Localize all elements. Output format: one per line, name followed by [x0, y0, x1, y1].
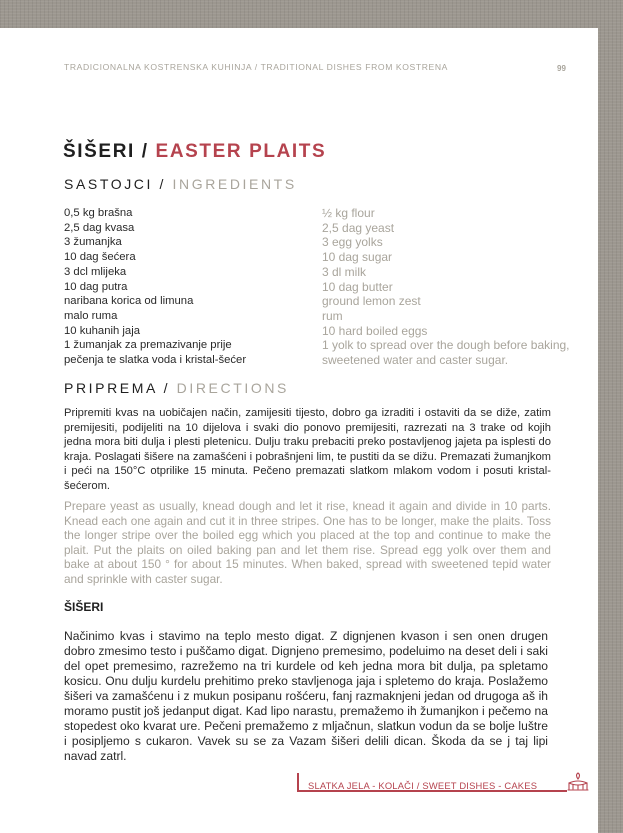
ingredient-item-en: 3 egg yolks — [322, 235, 383, 250]
dialect-text: Načinimo kvas i stavimo na teplo mesto digat. Z dignjenen kvason i sen onen drugen dobro zmesimo testo i puščamo digat. Dignjeno premesimo, podeluimo na deset deli i saki del opet premesimo, razrežemo na tri kurdele od keh jedna mora bit dulja, pa spletamo kosicu. Onu dulju kurdelu prehitimo preko stavljenoga jaja i spletemo do kraja. Poslažemo šišeri va zamašćenu i z mukun posipanu rošćeru, fanj razmaknjeni jedan od drugoga aš ih moramo pustit još jedanput digat. Kad lipo narastu, premažemo ih žumanjkon i pečemo na stopedest oko kvarat ure. Pečeni premažemo z mljačnun, slatkun vodun da se bolje luštre i posipljemo s cukaron. Vavek su se za Vazam šišeri delili dican. Škoda da se j taj lipi navad zatrl. — [64, 629, 548, 763]
directions-text-hr: Pripremiti kvas na uobičajen način, zamijesiti tijesto, dobro ga izraditi i ostaviti da se diže, zatim premijesiti, podijeliti na 10 dijelova i svaki dio ponovo premijesiti, razrezati na 3 trake od kojih jedna mora biti dulja i plesti pletenicu. Dulju traku prebaciti preko postavljenog jajeta pa isplesti do kraja. Poslagati šišere na zamašćeni i pobrašnjeni lim, te pustiti da se dižu. Premazati žumanjkom i peći na 150°C otprilike 15 minuta. Pečeno premazati slatkom mlakom vodom i posuti kristal-šećerom. — [64, 407, 551, 492]
ingredient-item-en: 10 hard boiled eggs — [322, 323, 428, 338]
ingredient-item-hr: malo ruma — [64, 309, 118, 322]
ingredients-list-hr — [64, 206, 246, 368]
ingredient-item-en: ½ kg flour — [322, 206, 375, 220]
ingredient-item-hr: 10 dag putra — [64, 280, 128, 293]
ingredient-item-en: 3 dl milk — [322, 264, 367, 279]
directions-heading-separator: / — [157, 380, 177, 396]
ingredient-item-en: ground lemon zest — [322, 294, 421, 309]
ingredient-item-en: 1 yolk to spread over the dough before baking, — [322, 338, 570, 353]
ingredients-list-en — [322, 206, 570, 368]
recipe-title-en: EASTER PLAITS — [155, 141, 327, 162]
recipe-title-hr: ŠIŠERI — [63, 141, 135, 162]
ingredient-item-hr: 0,5 kg brašna — [64, 207, 133, 219]
ingredient-item-en: 2,5 dag yeast — [322, 220, 395, 235]
ingredient-item-en: 10 dag sugar — [322, 250, 393, 265]
ingredient-item-hr: 10 kuhanih jaja — [64, 324, 141, 337]
ingredient-item-en: 10 dag butter — [322, 279, 393, 294]
cake-icon — [565, 771, 591, 793]
recipe-title — [63, 141, 326, 163]
ingredients-heading-en: INGREDIENTS — [172, 176, 297, 192]
ingredient-item-hr: 3 dcl mlijeka — [64, 265, 127, 278]
ingredient-item-en: sweetened water and caster sugar. — [322, 353, 509, 368]
ingredient-item-hr: naribana korica od limuna — [64, 295, 194, 308]
directions-text-en: Prepare yeast as usually, knead dough and let it rise, knead it again and divide in 10 parts. Knead each one again and cut it in three stripes. One has to be longer, make the plaits. Toss the longer stripe over the boiled egg which you placed at the top and continue to make the plait. Put the plaits on oiled baking pan and let them rise. Spread egg yolk over them and bake at about 150 ° for about 15 minutes. When baked, spread with sweetened tepid water and sprinkle with caster sugar. — [64, 499, 551, 586]
page-number: 99 — [557, 64, 566, 73]
directions-heading-en: DIRECTIONS — [176, 380, 289, 396]
ingredient-item-hr: 10 dag šećera — [64, 251, 136, 264]
book-page — [0, 28, 598, 833]
directions-heading-hr: PRIPREMA — [64, 380, 158, 396]
recipe-title-separator: / — [134, 141, 156, 162]
ingredients-heading-separator: / — [153, 176, 173, 192]
ingredients-heading — [64, 176, 297, 192]
footer-section-label: SLATKA JELA - KOLAČI / SWEET DISHES - CAKES — [308, 780, 538, 791]
running-header: TRADICIONALNA KOSTRENSKA KUHINJA / TRADITIONAL DISHES FROM KOSTRENA — [64, 62, 449, 72]
ingredient-item-hr: 2,5 dag kvasa — [64, 221, 135, 234]
ingredient-item-hr: 3 žumanjka — [64, 236, 122, 249]
ingredient-item-en: rum — [322, 308, 343, 323]
dialect-heading: ŠIŠERI — [64, 600, 104, 614]
ingredient-item-hr: 1 žumanjak za premazivanje prije — [64, 339, 232, 352]
ingredients-heading-hr: SASTOJCI — [64, 176, 154, 192]
ingredient-item-hr: pečenja te slatka voda i kristal-šećer — [64, 354, 247, 367]
directions-heading — [64, 380, 289, 396]
footer-rule-vertical — [297, 773, 299, 790]
